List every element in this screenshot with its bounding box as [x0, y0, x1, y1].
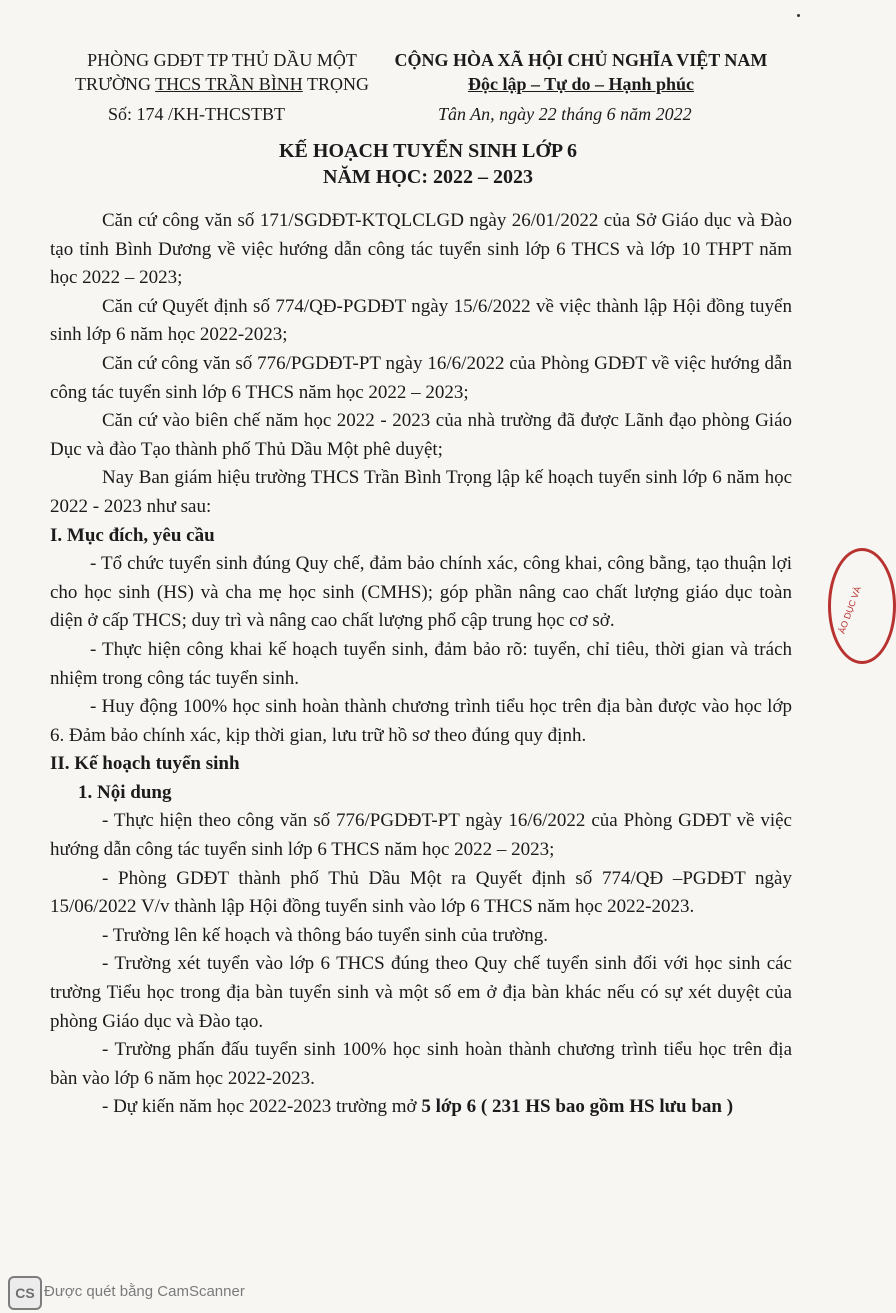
plan-text: - Dự kiến năm học 2022-2023 trường mở — [102, 1096, 422, 1118]
agency-prefix: TRƯỜNG — [74, 74, 156, 94]
plan-class-count: 5 lớp 6 ( 231 HS bao gồm HS lưu ban ) — [421, 1096, 734, 1118]
camscanner-watermark: Được quét bằng CamScanner — [44, 1283, 245, 1300]
list-item: - Tổ chức tuyển sinh đúng Quy chế, đảm bảo chính xác, công khai, công bằng, tạo thuận lợi cho học sinh (HS) và cha mẹ học sinh (CMHS); góp phần nâng cao chất lượng giáo dục toàn diện ở cấp THCS; duy trì và nâng cao chất lượng phổ cập trung học cơ sở. — [50, 553, 792, 632]
document-number: Số: 174 /KH-THCSTBT — [108, 104, 286, 124]
basis-paragraph: Căn cứ vào biên chế năm học 2022 - 2023 của nhà trường đã được Lãnh đạo phòng Giáo Dục và đào Tạo thành phố Thủ Dầu Một phê duyệt; — [50, 410, 792, 460]
basis-paragraph: Nay Ban giám hiệu trường THCS Trần Bình Trọng lập kế hoạch tuyển sinh lớp 6 năm học 2022 - 2023 như sau: — [50, 467, 792, 517]
place-date: Tân An, ngày 22 tháng 6 năm 2022 — [438, 104, 692, 124]
list-item: - Trường xét tuyển vào lớp 6 THCS đúng theo Quy chế tuyển sinh đối với học sinh các trường Tiểu học trong địa bàn tuyển sinh và một số em ở địa bàn khác nếu có sự xét duyệt của phòng Giáo dục và Đào tạo. — [50, 953, 792, 1032]
section-heading-purpose: I. Mục đích, yêu cầu — [50, 524, 215, 546]
header-national — [372, 48, 790, 96]
list-item: - Thực hiện công khai kế hoạch tuyển sinh, đảm bảo rõ: tuyển, chỉ tiêu, thời gian và trách nhiệm trong công tác tuyển sinh. — [50, 638, 792, 689]
agency-line-2 — [52, 72, 392, 96]
list-item: - Trường lên kế hoạch và thông báo tuyển sinh của trường. — [102, 924, 548, 946]
basis-paragraph: Căn cứ Quyết định số 774/QĐ-PGDĐT ngày 15/6/2022 về việc thành lập Hội đồng tuyển sinh lớp 6 năm học 2022-2023; — [50, 295, 792, 346]
list-item — [50, 1093, 792, 1122]
agency-line-1: PHÒNG GDĐT TP THỦ DẦU MỘT — [87, 50, 357, 70]
document-body — [50, 207, 792, 1122]
camscanner-logo-icon: CS — [8, 1276, 42, 1310]
basis-paragraph: Căn cứ công văn số 171/SGDĐT-KTQLCLGD ngày 26/01/2022 của Sở Giáo dục và Đào tạo tỉnh Bình Dương về việc hướng dẫn công tác tuyển sinh lớp 6 THCS và lớp 10 THPT năm học 2022 – 2023; — [50, 210, 792, 289]
agency-suffix: TRỌNG — [302, 74, 369, 94]
list-item: - Phòng GDĐT thành phố Thủ Dầu Một ra Quyết định số 774/QĐ –PGDĐT ngày 15/06/2022 V/v thành lập Hội đồng tuyển sinh vào lớp 6 THCS năm học 2022-2023. — [50, 867, 792, 918]
list-item: - Huy động 100% học sinh hoàn thành chương trình tiểu học trên địa bàn được vào học lớp 6. Đảm bảo chính xác, kịp thời gian, lưu trữ hồ sơ theo đúng quy định. — [50, 696, 792, 746]
section-heading-plan: II. Kế hoạch tuyển sinh — [50, 753, 240, 775]
document-title: KẾ HOẠCH TUYỂN SINH LỚP 6 — [278, 140, 578, 162]
basis-paragraph: Căn cứ công văn số 776/PGDĐT-PT ngày 16/6/2022 của Phòng GDĐT về việc hướng dẫn công tác tuyển sinh lớp 6 THCS năm học 2022 – 2023; — [50, 352, 792, 403]
speck-mark — [797, 14, 800, 17]
list-item: - Thực hiện theo công văn số 776/PGDĐT-PT ngày 16/6/2022 của Phòng GDĐT về việc hướng dẫn công tác tuyển sinh lớp 6 THCS năm học 2022 – 2023; — [50, 810, 792, 861]
seal-lettering: ÁO DỤC VÀ — [837, 585, 864, 635]
school-year-title: NĂM HỌC: 2022 – 2023 — [323, 166, 533, 188]
header-agency — [52, 48, 392, 96]
agency-underlined: THCS TRẦN BÌNH — [155, 74, 303, 94]
official-seal — [828, 548, 896, 664]
national-title: CỘNG HÒA XÃ HỘI CHỦ NGHĨA VIỆT NAM — [394, 50, 768, 70]
subsection-heading-content: 1. Nội dung — [78, 781, 172, 803]
national-motto: Độc lập – Tự do – Hạnh phúc — [467, 74, 695, 94]
list-item: - Trường phấn đấu tuyển sinh 100% học sinh hoàn thành chương trình tiểu học trên địa bàn vào lớp 6 năm học 2022-2023. — [50, 1039, 792, 1089]
